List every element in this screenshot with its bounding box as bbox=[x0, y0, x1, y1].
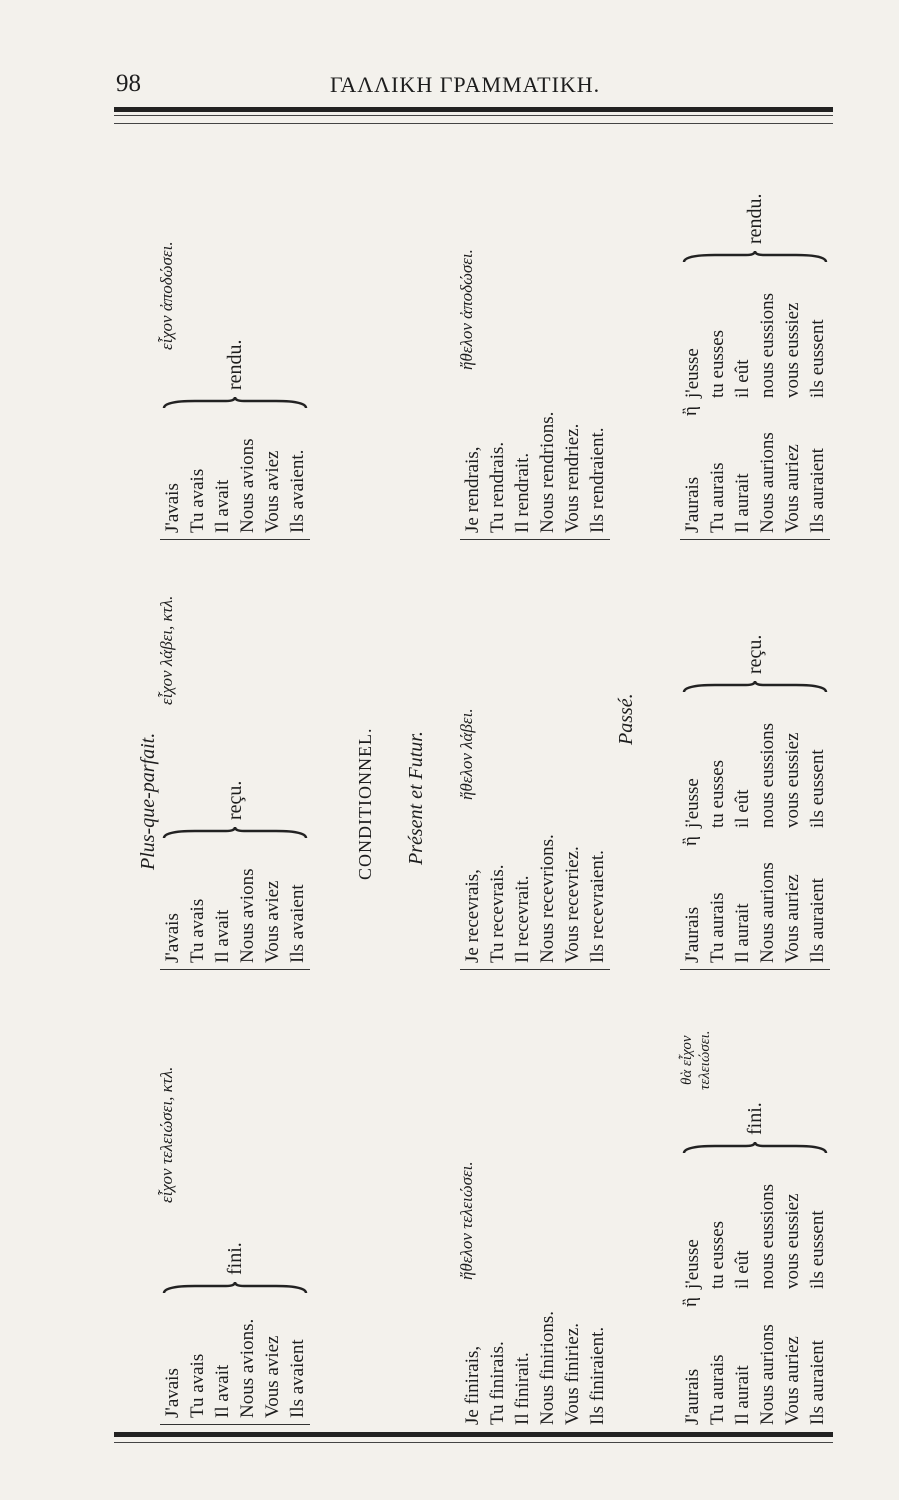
alt-auxiliary: j'eusse tu eusses il eût nous eussions vous eussiez ils eussent bbox=[682, 722, 828, 828]
brace-icon bbox=[680, 680, 830, 694]
brace-icon bbox=[160, 826, 310, 840]
greek-translation: ἤθελον λάβει. bbox=[457, 708, 476, 800]
conjugation-lines: J'avais Tu avais Il avait Nous avions Vous aviez Ils avaient bbox=[160, 869, 310, 970]
greek-translation: ἤθελον ἀποδώσει. bbox=[457, 249, 476, 370]
participle: reçu. bbox=[224, 780, 246, 820]
conditionnel-heading: CONDITIONNEL. bbox=[355, 727, 375, 880]
participle: fini. bbox=[744, 1102, 766, 1135]
conjugation-lines: Je rendrais, Tu rendrais. Il rendrait. Nous rendrions. Vous rendriez. Ils rendraient. bbox=[460, 412, 610, 540]
conjugation-lines: J'avais Tu avais Il avait Nous avions. Vous aviez Ils avaient bbox=[160, 1319, 310, 1425]
passe-heading: Passé. bbox=[615, 693, 637, 745]
greek-translation: εἶχον λάβει, κτλ. bbox=[157, 595, 176, 705]
header-rule bbox=[114, 107, 833, 112]
plusqueparfait-heading: Plus-que-parfait. bbox=[137, 732, 159, 870]
footer-rule bbox=[114, 1432, 833, 1437]
greek-translation: εἶχον ἀποδώσει. bbox=[157, 241, 176, 350]
header-rule-thin bbox=[114, 115, 833, 116]
running-title: ΓΑΛΛΙΚΗ ΓΡΑΜΜΑΤΙΚΗ. bbox=[330, 72, 601, 97]
alt-auxiliary: j'eusse tu eusses il eût nous eussions vous eussiez ils eussent bbox=[682, 1183, 828, 1289]
conjugation-lines: J'aurais Tu aurais Il aurait Nous aurions Vous auriez Ils auraient bbox=[680, 862, 830, 970]
conjugation-lines: J'aurais Tu aurais Il aurait Nous aurions Vous auriez Ils auraient bbox=[682, 1324, 828, 1425]
page-number: 98 bbox=[116, 70, 141, 97]
brace-icon bbox=[680, 1141, 830, 1155]
greek-translation: εἶχον τελειώσει, κτλ. bbox=[157, 1066, 176, 1203]
conjugation-lines: J'avais Tu avais Il avait Nous avions Vous aviez Ils avaient. bbox=[160, 439, 310, 540]
conjugation-lines: Je finirais, Tu finirais. Il finirait. Nous finirions. Vous finiriez. Ils finiraient. bbox=[462, 1311, 608, 1425]
header-rule-thin-2 bbox=[114, 123, 833, 124]
participle: fini. bbox=[224, 1242, 246, 1275]
brace-icon bbox=[160, 396, 310, 410]
greek-translation: ἤθελον τελειώσει. bbox=[457, 1161, 476, 1280]
or-word: ἢ bbox=[680, 836, 701, 846]
brace-icon bbox=[680, 250, 830, 264]
or-word: ἢ bbox=[680, 1297, 701, 1307]
participle: reçu. bbox=[744, 634, 766, 674]
conjugation-lines: Je recevrais, Tu recevrais. Il recevrait. Nous recevrions. Vous recevriez. Ils recevraient. bbox=[460, 834, 610, 970]
or-word: ἢ bbox=[680, 406, 701, 416]
alt-auxiliary: j'eusse tu eusses il eût nous eussions vous eussiez ils eussent bbox=[682, 292, 828, 398]
present-futur-heading: Présent et Futur. bbox=[405, 731, 427, 865]
conjugation-lines: J'aurais Tu aurais Il aurait Nous aurions Vous auriez Ils auraient bbox=[680, 432, 830, 540]
participle: rendu. bbox=[224, 339, 246, 390]
greek-translation: θὰ εἶχον τελειώσει. bbox=[679, 1030, 713, 1090]
rotated-conjugation-table bbox=[137, 130, 835, 1425]
participle: rendu. bbox=[744, 193, 766, 244]
footer-rule-thin bbox=[114, 1442, 833, 1443]
brace-icon bbox=[160, 1281, 310, 1295]
